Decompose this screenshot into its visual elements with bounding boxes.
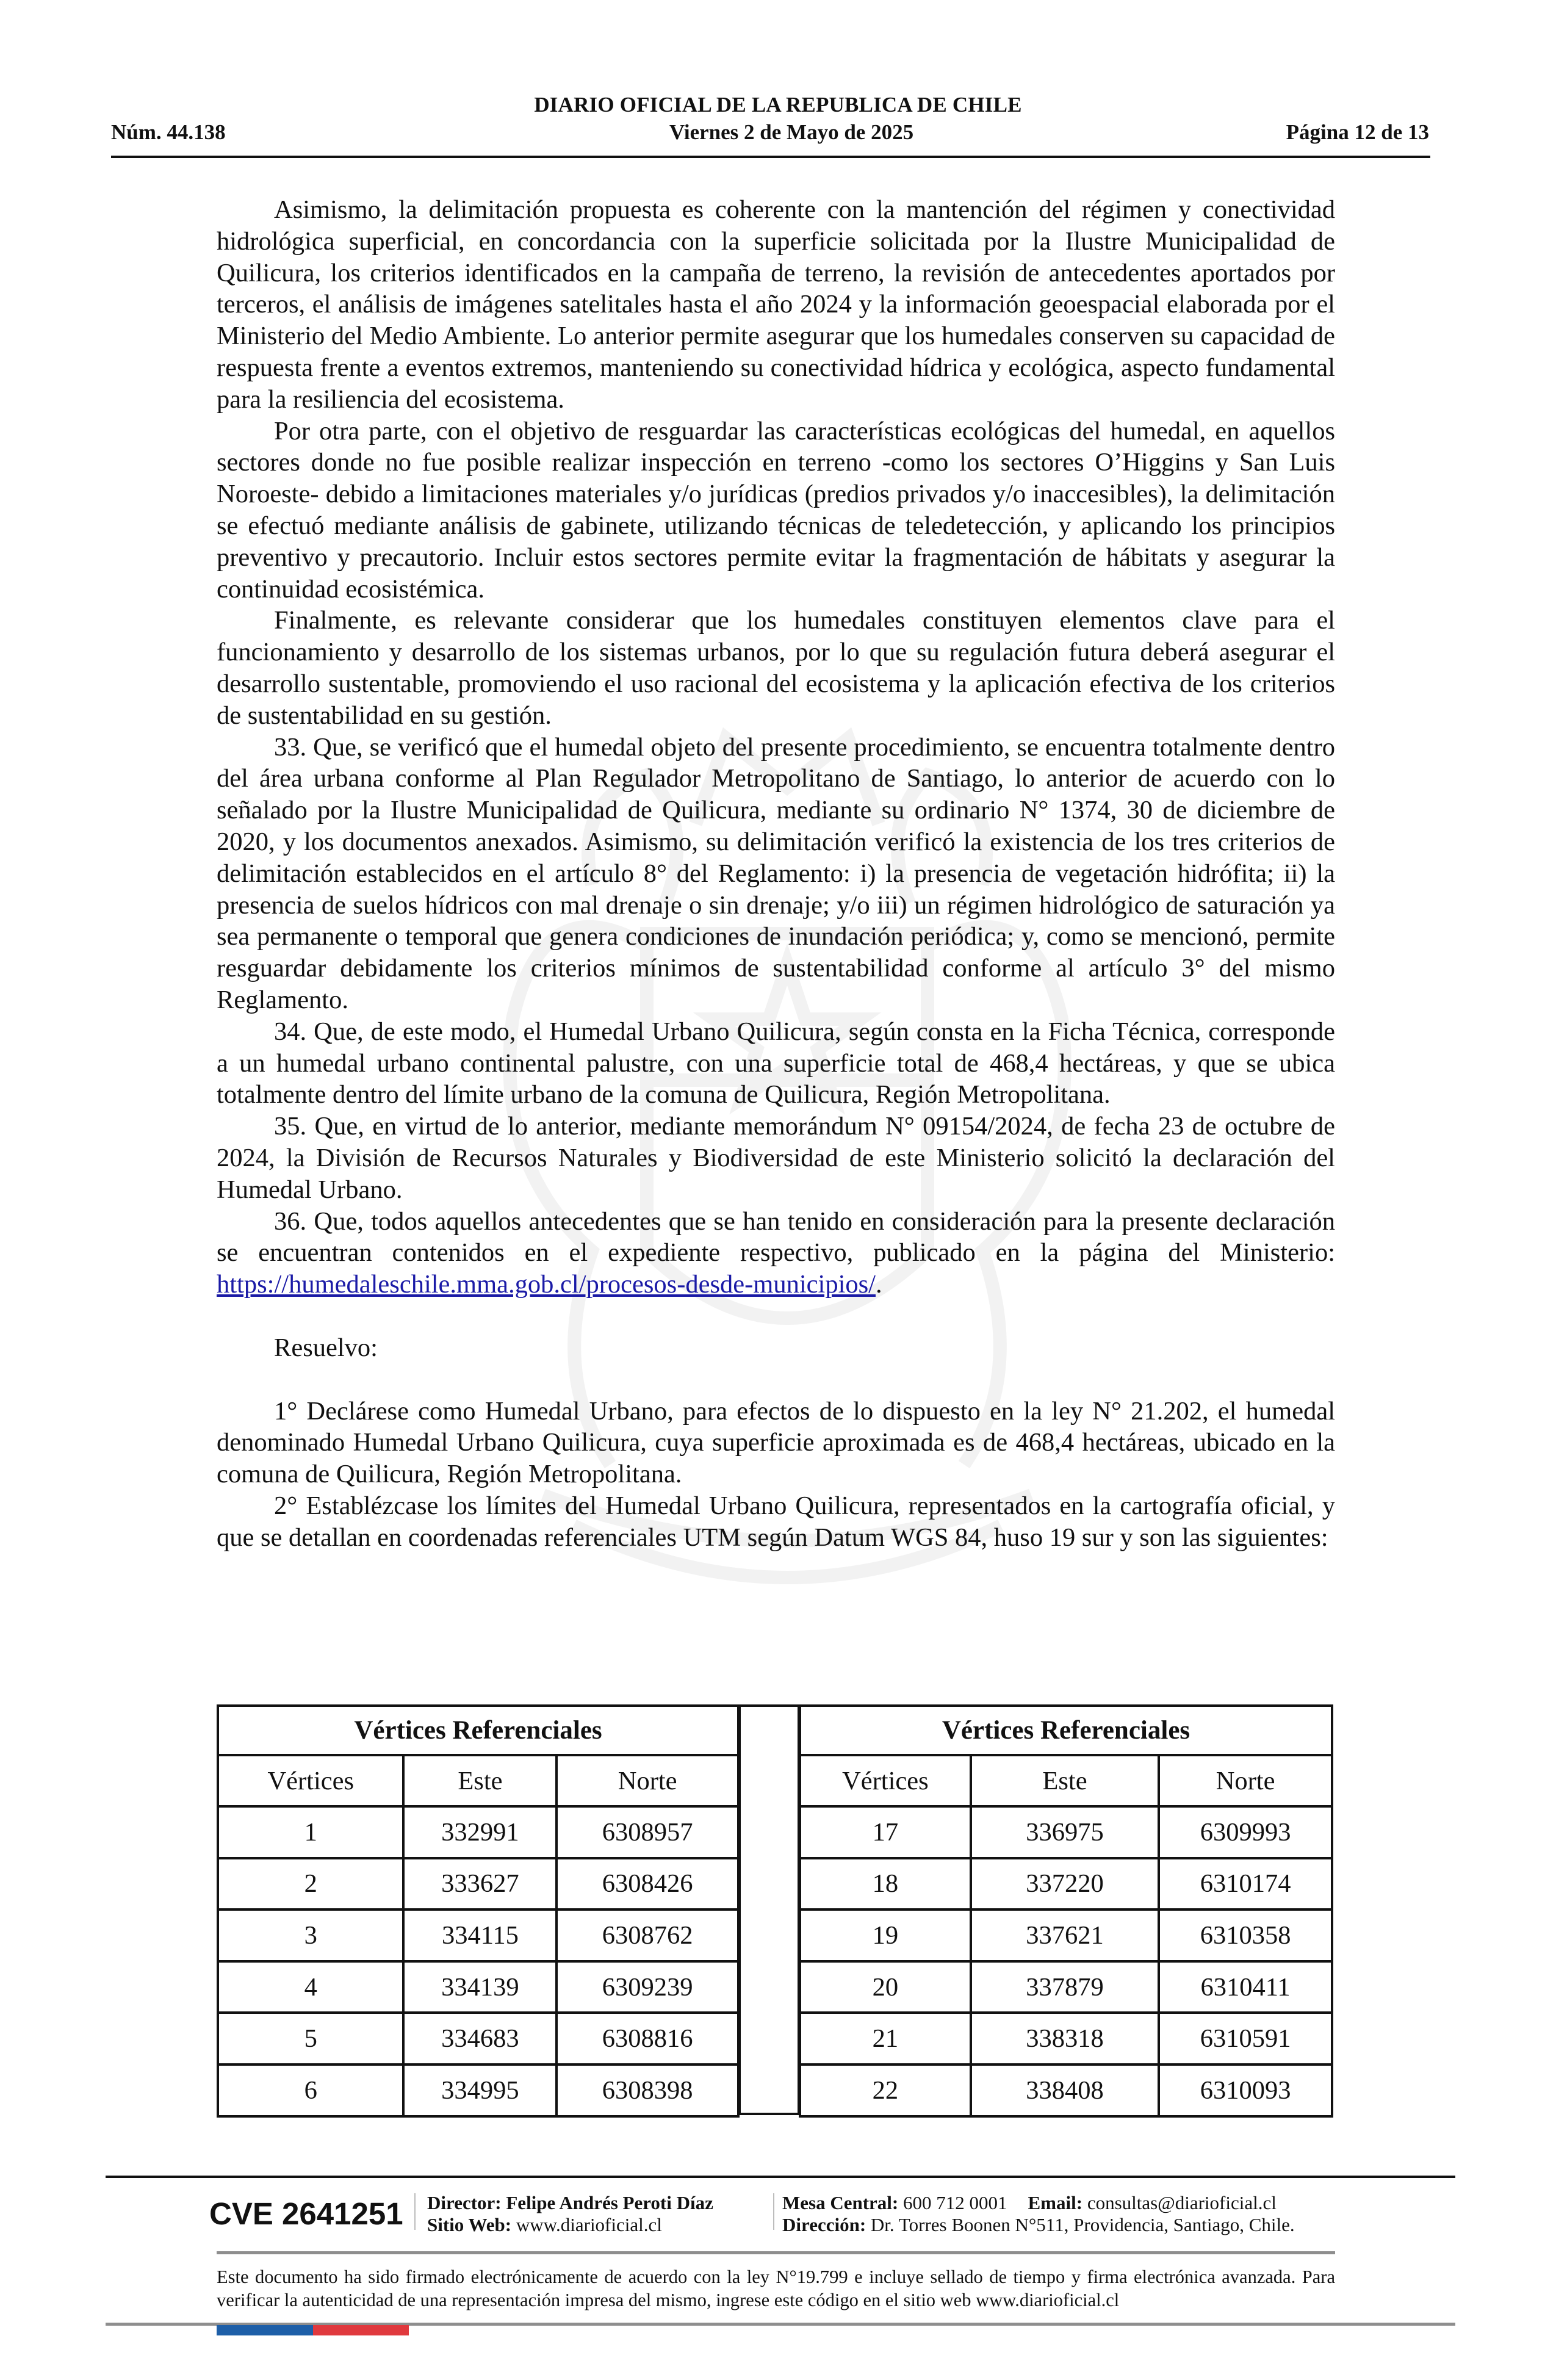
cell-norte: 6308398 (556, 2064, 738, 2116)
table-row (800, 1806, 1332, 1858)
cell-norte: 6309239 (556, 1961, 738, 2013)
cell-norte: 6310174 (1159, 1858, 1332, 1910)
table-row (800, 1858, 1332, 1910)
footer-divider-top (106, 2176, 1455, 2178)
vertices-tables (217, 1704, 1333, 2115)
paragraph-34: 34. Que, de este modo, el Humedal Urbano Quilicura, según consta en la Ficha Técnica, corresponde a un humedal urbano continental palustre, con una superficie total de 468,4 hectáreas, y que se ubica totalmente dentro del límite urbano de la comuna de Quilicura, Región Metropolitana. (217, 1017, 1335, 1109)
footer-contact-block (782, 2192, 1295, 2236)
cell-norte: 6308957 (556, 1806, 738, 1858)
cell-este: 338318 (971, 2013, 1159, 2064)
table-row (800, 2064, 1332, 2116)
footer-separator (773, 2193, 774, 2230)
paragraph-36 (217, 1206, 1335, 1300)
table-row (800, 1909, 1332, 1961)
phone-label: Mesa Central: (782, 2192, 899, 2213)
cell-vertex: 21 (800, 2013, 971, 2064)
phone-value: 600 712 0001 (903, 2192, 1007, 2213)
issue-date: Viernes 2 de Mayo de 2025 (669, 120, 914, 144)
cell-este: 337220 (971, 1858, 1159, 1910)
paragraph-por-otra-parte: Por otra parte, con el objetivo de resguardar las características ecológicas del humedal, en aquellos sectores donde no fue posible realizar inspección en terreno -como los sectores O’Higgins y San Luis Noroeste- debido a limitaciones materiales y/o jurídicas (predios privados y/o inaccesibles), la delimitación se efectuó mediante análisis de gabinete, utilizando técnicas de teledetección, y aplicando los principios preventivo y precautorio. Incluir estos sectores permite evitar la fragmentación de hábitats y asegurar la continuidad ecosistémica. (217, 416, 1335, 604)
cell-este: 334995 (403, 2064, 556, 2116)
flag-stripe-blue (217, 2325, 313, 2335)
cell-este: 334115 (403, 1909, 556, 1961)
cell-vertex: 4 (218, 1961, 403, 2013)
signature-disclaimer: Este documento ha sido firmado electrónicamente de acuerdo con la ley N°19.799 e incluye sellado de tiempo y firma electrónica avanzada. Para verificar la autenticidad de una representación impresa del mismo, ingrese este código en el sitio web www.diarioficial.cl (217, 2266, 1335, 2310)
cell-este: 333627 (403, 1858, 556, 1910)
table-row (218, 1858, 738, 1910)
cell-vertex: 22 (800, 2064, 971, 2116)
cell-norte: 6310093 (1159, 2064, 1332, 2116)
table-row (218, 1909, 738, 1961)
cell-norte: 6308426 (556, 1858, 738, 1910)
column-header-norte: Norte (556, 1755, 738, 1806)
paragraph-finalmente: Finalmente, es relevante considerar que los humedales constituyen elementos clave para el funcionamiento y desarrollo de los sistemas urbanos, por lo que su regulación futura deberá asegurar el desarrollo sustentable, promoviendo el uso racional del ecosistema y la aplicación efectiva de los criterios de sustentabilidad en su gestión. (217, 606, 1335, 730)
cell-vertex: 18 (800, 1858, 971, 1910)
column-header-vertices: Vértices (218, 1755, 403, 1806)
header-row (111, 120, 1429, 147)
cell-vertex: 5 (218, 2013, 403, 2064)
flag-stripe-red (313, 2325, 409, 2335)
cell-norte: 6309993 (1159, 1806, 1332, 1858)
paragraph-36-text: 36. Que, todos aquellos antecedentes que se han tenido en consideración para la presente declaración se encuentran contenidos en el expediente respectivo, publicado en la página del Ministerio: (217, 1206, 1335, 1268)
cve-code: CVE 2641251 (209, 2196, 403, 2231)
cell-este: 334139 (403, 1961, 556, 2013)
table-row (218, 2013, 738, 2064)
cell-norte: 6308816 (556, 2013, 738, 2064)
table-title: Vértices Referenciales (218, 1706, 738, 1755)
cell-este: 338408 (971, 2064, 1159, 2116)
email-label: Email: (1028, 2192, 1083, 2213)
paragraph-33: 33. Que, se verificó que el humedal objeto del presente procedimiento, se encuentra totalmente dentro del área urbana conforme al Plan Regulador Metropolitano de Santiago, lo anterior de acuerdo con lo señalado por la Ilustre Municipalidad de Quilicura, mediante su ordinario N° 1374, 30 de diciembre de 2020, y los documentos anexados. Asimismo, su delimitación verificó la existencia de los tres criterios de delimitación establecidos en el artículo 8° del Reglamento: i) la presencia de vegetación hidrófita; ii) la presencia de suelos hídricos con mal drenaje o sin drenaje; y/o iii) un régimen hidrológico de saturación ya sea permanente o temporal que genera condiciones de inundación periódica; y, como se mencionó, permite resguardar debidamente los criterios mínimos de sustentabilidad conforme al artículo 3° del mismo Reglamento. (217, 732, 1335, 1014)
header-divider (111, 156, 1430, 158)
table-row (218, 1806, 738, 1858)
table-row (218, 2064, 738, 2116)
resolution-1: 1° Declárese como Humedal Urbano, para efectos de lo dispuesto en la ley N° 21.202, el humedal denominado Humedal Urbano Quilicura, cuya superficie aproximada es de 468,4 hectáreas, ubicado en la comuna de Quilicura, Región Metropolitana. (217, 1396, 1335, 1489)
cell-este: 336975 (971, 1806, 1159, 1858)
address-label: Dirección: (782, 2214, 866, 2235)
cell-vertex: 1 (218, 1806, 403, 1858)
page-indicator: Página 12 de 13 (1286, 120, 1429, 144)
column-header-este: Este (403, 1755, 556, 1806)
cell-este: 334683 (403, 2013, 556, 2064)
column-header-vertices: Vértices (800, 1755, 971, 1806)
vertices-table-left (217, 1704, 740, 2118)
table-row (800, 1961, 1332, 2013)
resolution-2: 2° Establézcase los límites del Humedal Urbano Quilicura, representados en la cartografía oficial, y que se detallan en coordenadas referenciales UTM según Datum WGS 84, huso 19 sur y son las siguientes: (217, 1491, 1335, 1552)
director-label: Director: (427, 2192, 502, 2213)
column-header-este: Este (971, 1755, 1159, 1806)
cell-vertex: 6 (218, 2064, 403, 2116)
footer-director-block (427, 2192, 713, 2236)
cell-este: 337879 (971, 1961, 1159, 2013)
resuelvo-heading: Resuelvo: (274, 1333, 378, 1362)
column-header-norte: Norte (1159, 1755, 1332, 1806)
table-row (218, 1961, 738, 2013)
cell-norte: 6310358 (1159, 1909, 1332, 1961)
cell-vertex: 19 (800, 1909, 971, 1961)
website-value[interactable]: www.diarioficial.cl (516, 2214, 662, 2235)
address-value: Dr. Torres Boonen N°511, Providencia, Santiago, Chile. (870, 2214, 1295, 2235)
cell-norte: 6310411 (1159, 1961, 1332, 2013)
website-label: Sitio Web: (427, 2214, 512, 2235)
director-name: Felipe Andrés Peroti Díaz (506, 2192, 713, 2213)
cell-vertex: 17 (800, 1806, 971, 1858)
cell-norte: 6308762 (556, 1909, 738, 1961)
issue-number: Núm. 44.138 (111, 120, 226, 144)
paragraph-asimismo: Asimismo, la delimitación propuesta es coherente con la mantención del régimen y conectividad hidrológica superficial, en concordancia con la superficie solicitada por la Ilustre Municipalidad de Quilicura, los criterios identificados en la campaña de terreno, la revisión de antecedentes aportados por terceros, el análisis de imágenes satelitales hasta el año 2024 y la información geoespacial elaborada por el Ministerio del Medio Ambiente. Lo anterior permite asegurar que los humedales conserven su capacidad de respuesta frente a eventos extremos, manteniendo su conectividad hídrica y ecológica, aspecto fundamental para la resiliencia del ecosistema. (217, 195, 1335, 414)
email-value[interactable]: consultas@diarioficial.cl (1087, 2192, 1277, 2213)
document-body (217, 194, 1335, 1554)
publication-title: DIARIO OFICIAL DE LA REPUBLICA DE CHILE (534, 93, 1022, 117)
paragraph-35: 35. Que, en virtud de lo anterior, mediante memorándum N° 09154/2024, de fecha 23 de octubre de 2024, la División de Recursos Naturales y Biodiversidad de este Ministerio solicitó la declaración del Humedal Urbano. (217, 1112, 1335, 1204)
paragraph-36-end: . (875, 1270, 882, 1299)
cell-este: 332991 (403, 1806, 556, 1858)
cell-vertex: 3 (218, 1909, 403, 1961)
cell-vertex: 20 (800, 1961, 971, 2013)
ministry-link[interactable]: https://humedaleschile.mma.gob.cl/procesos-desde-municipios/ (217, 1270, 876, 1299)
cell-este: 337621 (971, 1909, 1159, 1961)
vertices-table-right (799, 1704, 1333, 2118)
cell-norte: 6310591 (1159, 2013, 1332, 2064)
footer-separator (414, 2193, 416, 2230)
table-row (800, 2013, 1332, 2064)
table-spacer-column (738, 1704, 800, 2115)
table-title: Vértices Referenciales (800, 1706, 1332, 1755)
cell-vertex: 2 (218, 1858, 403, 1910)
footer-divider-middle (217, 2251, 1335, 2254)
